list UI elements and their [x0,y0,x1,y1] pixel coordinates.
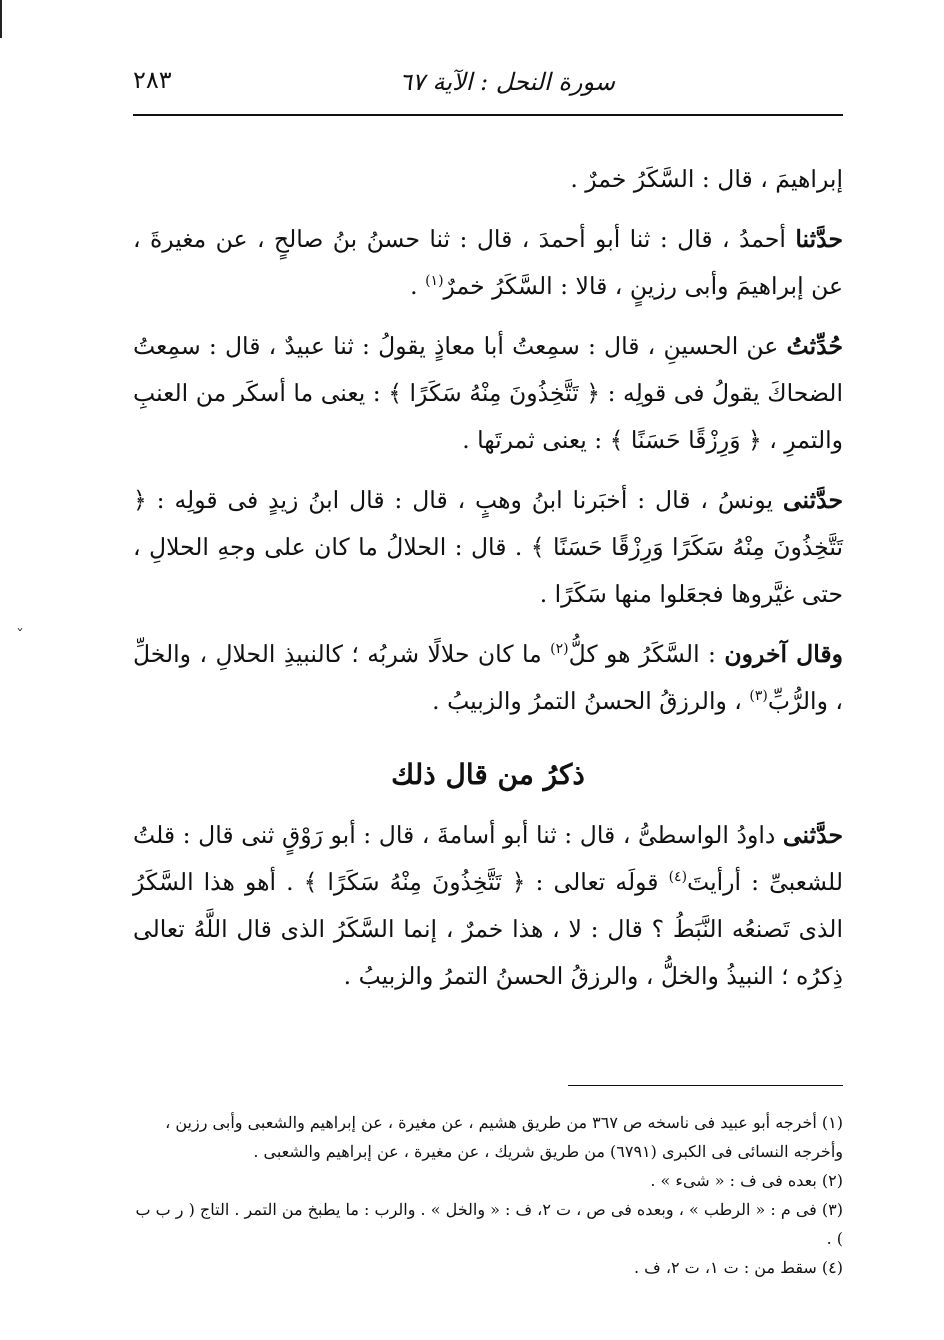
paragraph-text-cont: ما كان حلالًا شربُه ؛ كالنبيذِ الحلالِ ، والخلِّ ، والرُّبِّ [133,640,843,715]
paragraph-text: عن الحسينِ ، قال : سمِعتُ أبا معاذٍ يقولُ : ثنا عبيدٌ ، قال : سمِعتُ الضحاكَ يقولُ فى قولِه : ﴿ تَتَّخِذُونَ مِنْهُ سَكَرًا ﴾ : يعنى ما أسكَر من العنبِ والتمرِ ، ﴿ وَرِزْقًا حَسَنًا ﴾ : يعنى ثمرتَها . [133,332,843,454]
paragraph-text: أحمدُ ، قال : ثنا أبو أحمدَ ، قال : ثنا حسنُ بنُ صالحٍ ، عن مغيرةَ ، عن إبراهيمَ وأبى رزينٍ ، قالا : السَّكَرُ خمرٌ [133,225,843,300]
running-header [133,66,843,108]
footnote-ref: (٤) [668,869,688,886]
header-title: سورة النحل : الآية ٦٧ [399,68,615,96]
footnotes [133,1108,843,1282]
paragraph-5 [133,631,843,725]
footnote-2: (٢) بعده فى ف : « شىء » . [650,1171,843,1190]
paragraph-lead: وقال آخرون [724,640,843,668]
page-number: ٢٨٣ [133,66,172,94]
footnote-ref: (١) [425,273,444,290]
footnote-4: (٤) سقط من : ت ١، ت ٢، ف . [633,1258,843,1277]
paragraph-3 [133,323,843,464]
footnote-ref: (٣) [749,688,768,705]
main-text [133,156,843,1013]
header-rule [133,114,843,116]
paragraph-text: إبراهيمَ ، قال : السَّكَرُ خمرٌ . [570,165,843,193]
footnote-1: (١) أخرجه أبو عبيد فى ناسخه ص ٣٦٧ من طريق هشيم ، عن مغيرة ، عن إبراهيم والشعبى وأبى رزين ، وأخرجه النسائى فى الكبرى (٦٧٩١) من طريق شريك ، عن مغيرة ، عن إبراهيم والشعبى . [165,1113,843,1161]
paragraph-lead: حدَّثنى [782,821,843,849]
paragraph-text-end: . [410,272,426,300]
paragraph-lead: حدَّثنى [782,486,843,514]
paragraph-text: يونسُ ، قال : أخبَرنا ابنُ وهبٍ ، قال : قال ابنُ زيدٍ فى قولِه : ﴿ تَتَّخِذُونَ مِنْهُ سَكَرًا وَرِزْقًا حَسَنًا ﴾ . قال : الحلالُ ما كان على وجهِ الحلالِ ، حتى غيَّروها فجعَلوا منها سَكَرًا . [133,486,843,608]
paragraph-text-end: قولَه تعالى : ﴿ تَتَّخِذُونَ مِنْهُ سَكَرًا ﴾ . أهو هذا السَّكَرُ الذى تَصنعُه النَّبَطُ ؟ قال : لا ، هذا خمرٌ ، إنما السَّكَرُ الذى قال اللَّهُ تعالى ذِكرُه ؛ النبيذُ والخلُّ ، والرزقُ الحسنُ التمرُ والزبيبُ . [133,868,843,990]
margin-mark: ˇ [16,626,24,645]
paragraph-lead: حُدِّثتُ [786,332,843,360]
paragraph-2 [133,216,843,310]
section-heading: ذكرُ من قال ذلك [391,758,585,791]
paragraph-4 [133,477,843,618]
paragraph-text: داودُ الواسطىُّ ، قال : ثنا أبو أسامةَ ، قال : أبو رَوْقٍ ثنى قال : قلتُ للشعبىِّ : أرأيتَ [133,821,843,896]
paragraph-text: : السَّكَرُ هو كلُّ [568,640,725,668]
footnote-3: (٣) فى م : « الرطب » ، وبعده فى ص ، ت ٢، ف : « والخل » . والرب : ما يطبخ من التمر . التاج ( ر ب ب ) . [135,1200,843,1248]
paragraph-lead: حدَّثنا [795,225,843,253]
paragraph-6 [133,812,843,1000]
footnote-separator [568,1085,843,1086]
paragraph-1 [133,156,843,203]
paragraph-text-end: ، والرزقُ الحسنُ التمرُ والزبيبُ . [432,687,750,715]
footnote-ref: (٢) [550,641,569,658]
page-edge-rule [0,0,2,38]
